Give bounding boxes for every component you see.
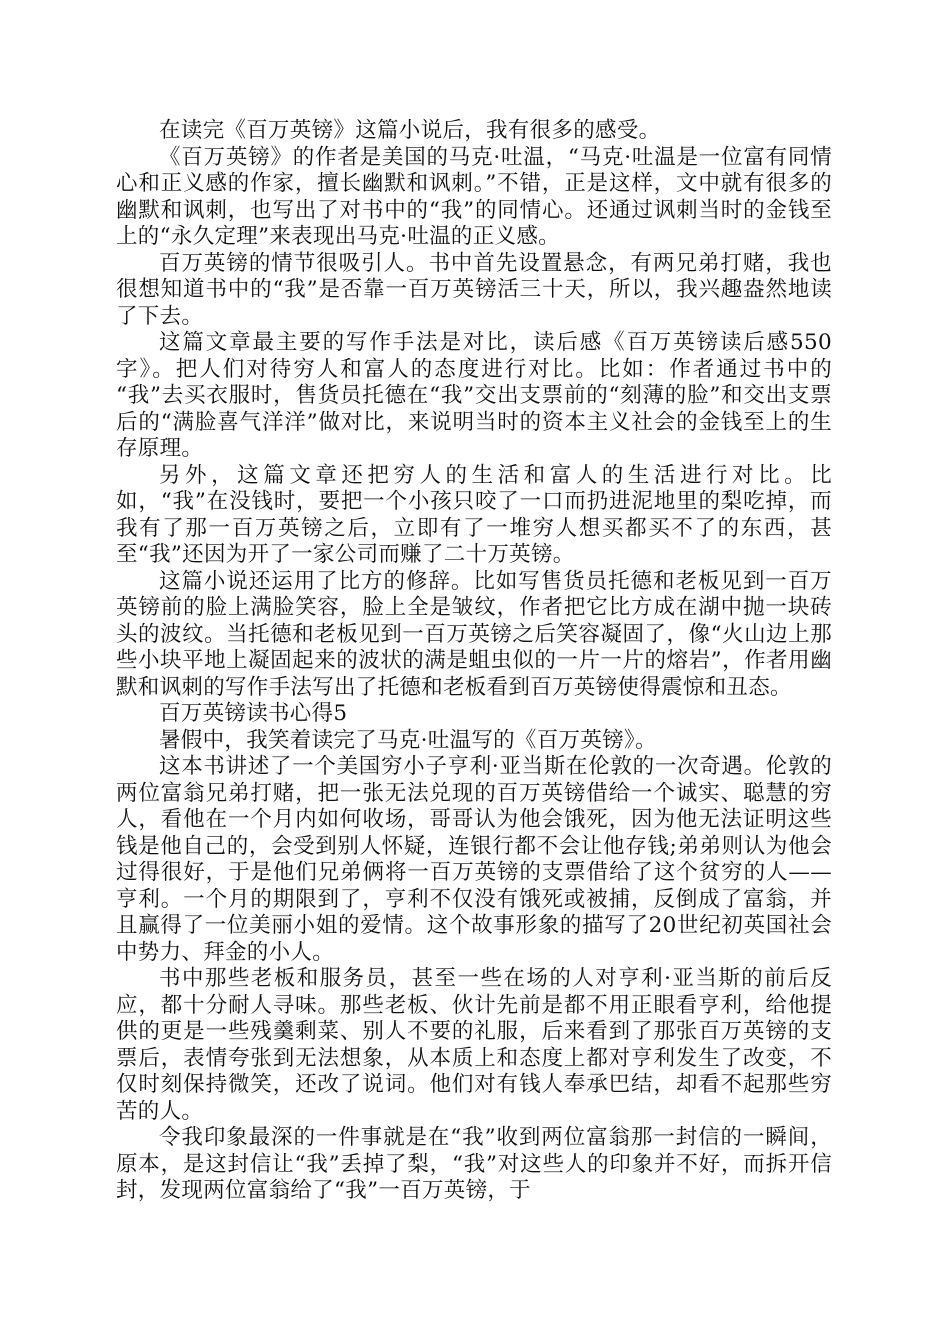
paragraph-story: 这本书讲述了一个美国穷小子亨利·亚当斯在伦敦的一次奇遇。伦敦的两位富翁兄弟打赌，把一张无法兑现的百万英镑借给一个诚实、聪慧的穷人，看他在一个月内如何收场，哥哥认为他会饿死，因为他无法证明这些钱是他自己的，会受到别人怀疑，连银行都不会让他存钱;弟弟则认为他会过得很好，于是他们兄弟俩将一百万英镑的支票借给了这个贫穷的人——亨利。一个月的期限到了，亨利不仅没有饿死或被捕，反倒成了富翁，并且赢得了一位美丽小姐的爱情。这个故事形象的描写了20世纪初英国社会中势力、拜金的小人。: [116, 754, 832, 965]
paragraph-reactions: 书中那些老板和服务员，甚至一些在场的人对亨利·亚当斯的前后反应，都十分耐人寻味。那些老板、伙计先前是都不用正眼看亨利，给他提供的更是一些残羹剩菜、别人不要的礼服，后来看到了那张百万英镑的支票后，表情夸张到无法想象，从本质上和态度上都对亨利发生了改变，不仅时刻保持微笑，还改了说词。他们对有钱人奉承巴结，却看不起那些穷苦的人。: [116, 966, 832, 1124]
section-heading: 百万英镑读书心得5: [159, 701, 348, 726]
paragraph-summer: 暑假中，我笑着读完了马克·吐温写的《百万英镑》。: [159, 727, 657, 753]
paragraph-contrast: 这篇文章最主要的写作手法是对比，读后感《百万英镑读后感550字》。把人们对待穷人和富人的态度进行对比。比如：作者通过书中的 “我”去买衣服时，售货员托德在“我”交出支票前的“刻薄的脸”和交出支票后的“满脸喜气洋洋”做对比，来说明当时的资本主义社会的金钱至上的生存原理。: [116, 330, 832, 461]
paragraph-impression: 令我印象最深的一件事就是在“我”收到两位富翁那一封信的一瞬间，原本，是这封信让“我”丢掉了梨，“我”对这些人的印象并不好，而拆开信封，发现两位富翁给了“我”一百万英镑，于: [116, 1125, 832, 1203]
paragraph-intro: 在读完《百万英镑》这篇小说后，我有很多的感受。: [159, 118, 661, 143]
document-body: [116, 118, 832, 1205]
paragraph-plot: 百万英镑的情节很吸引人。书中首先设置悬念，有两兄弟打赌，我也很想知道书中的“我”是否靠一百万英镑活三十天，所以，我兴趣盎然地读了下去。: [116, 250, 832, 329]
paragraph-rich-poor: 另外，这篇文章还把穷人的生活和富人的生活进行对比。比如，“我”在没钱时，要把一个小孩只咬了一口而扔进泥地里的梨吃掉，而我有了那一百万英镑之后，立即有了一堆穷人想买都买不了的东西，甚至“我”还因为开了一家公司而赚了二十万英镑。: [116, 462, 832, 567]
paragraph-metaphor: 这篇小说还运用了比方的修辞。比如写售货员托德和老板见到一百万英镑前的脸上满脸笑容，脸上全是皱纹，作者把它比方成在湖中抛一块砖头的波纹。当托德和老板见到一百万英镑之后笑容凝固了，像“火山边上那些小块平地上凝固起来的波状的满是蛆虫似的一片一片的熔岩”，作者用幽默和讽刺的写作手法写出了托德和老板看到百万英镑使得震惊和丑态。: [116, 568, 832, 700]
paragraph-author: 《百万英镑》的作者是美国的马克·吐温，“马克·吐温是一位富有同情心和正义感的作家，擅长幽默和讽刺。”不错，正是这样，文中就有很多的幽默和讽刺，也写出了对书中的“我”的同情心。还通过讽刺当时的金钱至上的“永久定理”来表现出马克·吐温的正义感。: [116, 144, 832, 249]
